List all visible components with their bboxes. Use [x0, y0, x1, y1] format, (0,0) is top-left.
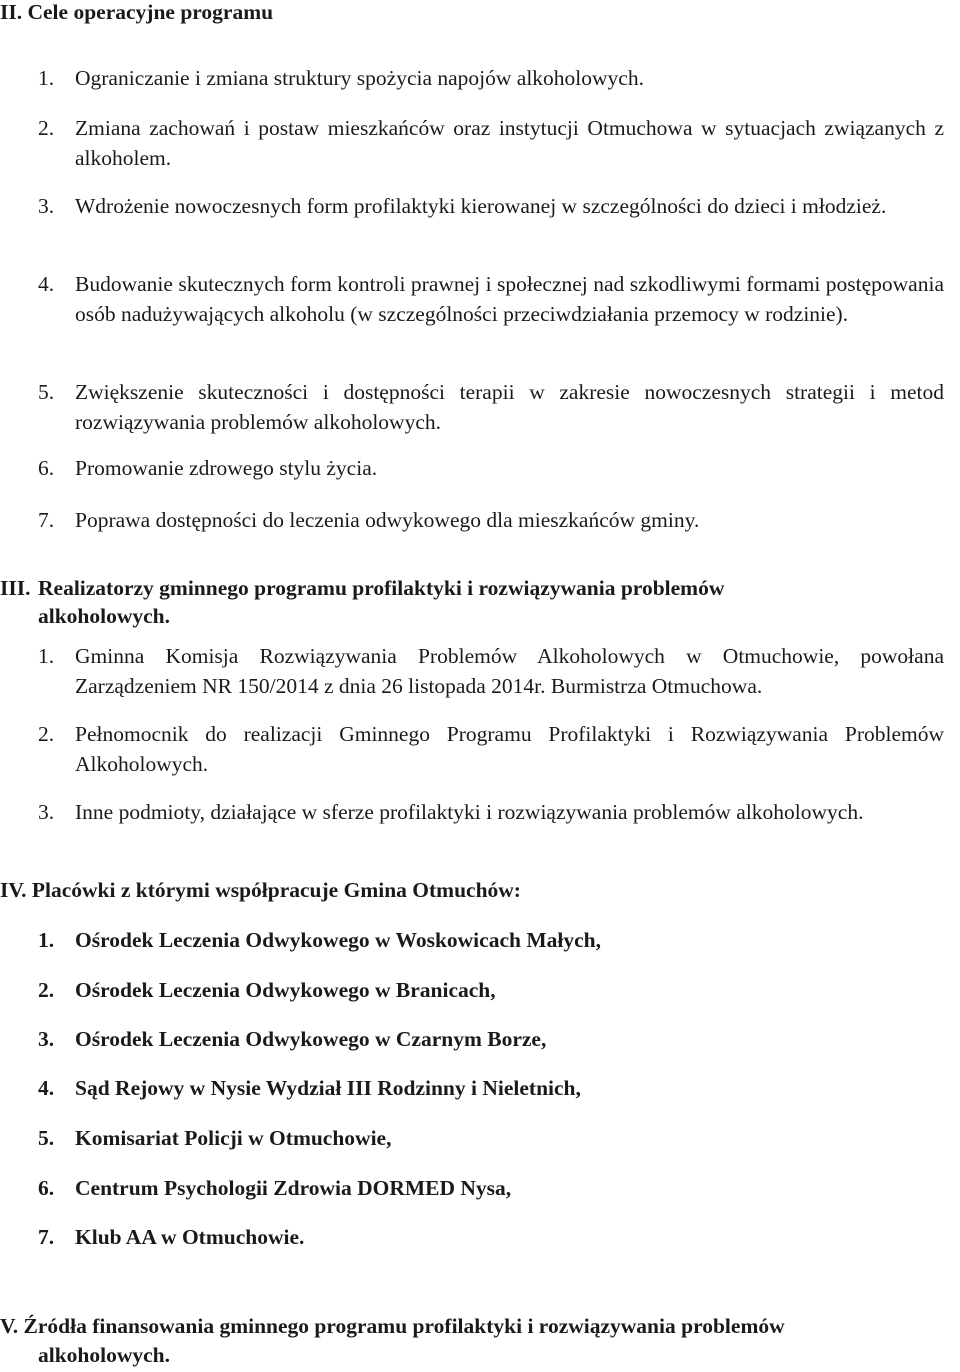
- list-item: [38, 113, 944, 173]
- item-text: Klub AA w Otmuchowie.: [75, 1225, 305, 1249]
- item-text: Ośrodek Leczenia Odwykowego w Branicach,: [75, 978, 496, 1002]
- list-item: [38, 1073, 944, 1103]
- item-number: 5.: [38, 380, 55, 404]
- item-number: 4.: [38, 1076, 55, 1100]
- list-item: [38, 797, 944, 827]
- item-text: Ośrodek Leczenia Odwykowego w Czarnym Borze,: [75, 1027, 547, 1051]
- section-5-heading-cont: alkoholowych.: [38, 1343, 171, 1367]
- list-item: [38, 641, 944, 701]
- item-text: Ograniczanie i zmiana struktury spożycia napojów alkoholowych.: [75, 66, 644, 90]
- item-text: Poprawa dostępności do leczenia odwykowego dla mieszkańców gminy.: [75, 508, 700, 532]
- list-item: [38, 505, 944, 535]
- section-3-heading: Realizatorzy gminnego programu profilaktyki i rozwiązywania problemów: [38, 576, 725, 600]
- item-text: Sąd Rejowy w Nysie Wydział III Rodzinny i Nieletnich,: [75, 1076, 581, 1100]
- item-number: 6.: [38, 1176, 55, 1200]
- list-item: [38, 191, 944, 221]
- item-number: 7.: [38, 508, 55, 532]
- list-item: [38, 975, 944, 1005]
- item-number: 3.: [38, 1027, 55, 1051]
- item-text: Zwiększenie skuteczności i dostępności terapii w zakresie nowoczesnych strategii i metod rozwiązywania problemów alkoholowych.: [75, 380, 944, 434]
- item-text: Komisariat Policji w Otmuchowie,: [75, 1126, 392, 1150]
- item-text: Pełnomocnik do realizacji Gminnego Programu Profilaktyki i Rozwiązywania Problemów Alkoholowych.: [75, 722, 944, 776]
- section-2-heading: II. Cele operacyjne programu: [0, 0, 274, 24]
- item-number: 1.: [38, 644, 55, 668]
- item-number: 7.: [38, 1225, 55, 1249]
- item-text: Ośrodek Leczenia Odwykowego w Woskowicach Małych,: [75, 928, 601, 952]
- item-number: 4.: [38, 272, 55, 296]
- item-text: Gminna Komisja Rozwiązywania Problemów Alkoholowych w Otmuchowie, powołana Zarządzeniem NR 150/2014 z dnia 26 listopada 2014r. Burmistrza Otmuchowa.: [75, 644, 944, 698]
- list-item: [38, 1173, 944, 1203]
- item-text: Budowanie skutecznych form kontroli prawnej i społecznej nad szkodliwymi formami postępowania osób nadużywających alkoholu (w szczególności przeciwdziałania przemocy w rodzinie).: [75, 272, 944, 326]
- section-4-heading: IV. Placówki z którymi współpracuje Gmina Otmuchów:: [0, 878, 521, 902]
- section-3-heading-prefix: III.: [0, 576, 31, 600]
- item-number: 2.: [38, 116, 55, 140]
- section-5-heading: V. Źródła finansowania gminnego programu profilaktyki i rozwiązywania problemów: [0, 1314, 785, 1338]
- item-text: Inne podmioty, działające w sferze profilaktyki i rozwiązywania problemów alkoholowych.: [75, 800, 864, 824]
- list-item: [38, 269, 944, 329]
- item-number: 1.: [38, 928, 55, 952]
- list-item: [38, 377, 944, 437]
- item-number: 6.: [38, 456, 55, 480]
- list-item: [38, 925, 944, 955]
- item-number: 1.: [38, 66, 55, 90]
- list-item: [38, 1123, 944, 1153]
- list-item: [38, 1222, 944, 1252]
- item-number: 3.: [38, 194, 55, 218]
- item-number: 2.: [38, 722, 55, 746]
- item-number: 3.: [38, 800, 55, 824]
- section-3-heading-cont: alkoholowych.: [38, 604, 171, 628]
- item-text: Promowanie zdrowego stylu życia.: [75, 456, 378, 480]
- item-text: Zmiana zachowań i postaw mieszkańców oraz instytucji Otmuchowa w sytuacjach związanych z alkoholem.: [75, 116, 944, 170]
- item-number: 2.: [38, 978, 55, 1002]
- list-item: [38, 1024, 944, 1054]
- list-item: [38, 453, 944, 483]
- item-text: Centrum Psychologii Zdrowia DORMED Nysa,: [75, 1176, 512, 1200]
- item-number: 5.: [38, 1126, 55, 1150]
- list-item: [38, 63, 944, 93]
- list-item: [38, 719, 944, 779]
- item-text: Wdrożenie nowoczesnych form profilaktyki kierowanej w szczególności do dzieci i młodzież.: [75, 194, 887, 218]
